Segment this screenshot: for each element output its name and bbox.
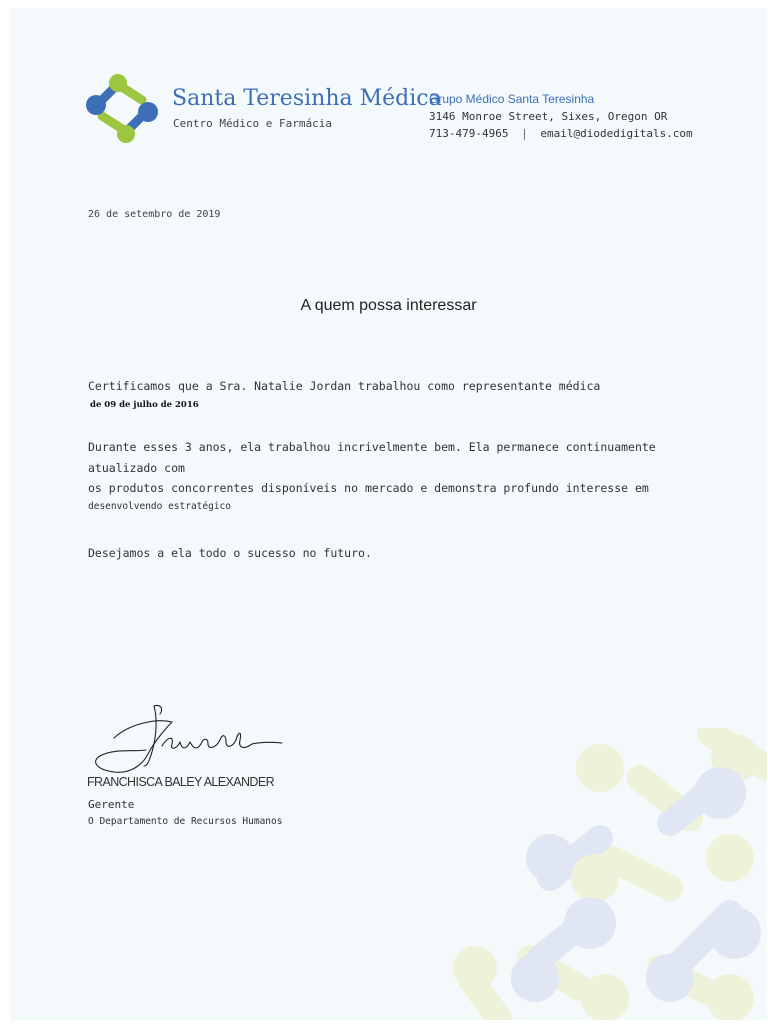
paragraph-2-line-2: atualizado com	[88, 461, 185, 475]
letter-date: 26 de setembro de 2019	[88, 209, 221, 220]
decorative-molecule-pattern	[430, 728, 767, 1020]
group-name: Grupo Médico Santa Teresinha	[429, 92, 595, 106]
email-link[interactable]: email@diodedigitals.com	[540, 127, 693, 140]
contact-separator: |	[521, 127, 528, 140]
medical-cross-logo-icon	[86, 72, 158, 144]
phone: 713-479-4965	[429, 127, 509, 140]
paragraph-1-line-1: Certificamos que a Sra. Natalie Jordan trabalhou como representante médica	[88, 379, 601, 393]
contact-phone-email	[429, 127, 693, 140]
signer-role: Gerente	[88, 798, 135, 811]
signer-department: O Departamento de Recursos Humanos	[88, 816, 283, 827]
closing-line: Desejamos a ela todo o sucesso no futuro.	[88, 546, 372, 560]
company-name: Santa Teresinha Médica	[172, 86, 442, 111]
paragraph-2-line-1: Durante esses 3 anos, ela trabalhou incrivelmente bem. Ela permanece continuamente	[88, 440, 656, 454]
paragraph-1-line-2: de 09 de julho de 2016	[90, 400, 199, 410]
paragraph-2-line-4: desenvolvendo estratégico	[88, 501, 231, 512]
address: 3146 Monroe Street, Sixes, Oregon OR	[429, 110, 668, 123]
paragraph-2-line-3: os produtos concorrentes disponíveis no mercado e demonstra profundo interesse em	[88, 481, 649, 495]
letter-subject: A quem possa interessar	[300, 297, 477, 314]
company-tagline: Centro Médico e Farmácia	[173, 117, 332, 130]
handwritten-signature	[84, 698, 284, 778]
letter-page	[10, 8, 767, 1020]
signer-name: FRANCHISCA BALEY ALEXANDER	[87, 775, 275, 789]
